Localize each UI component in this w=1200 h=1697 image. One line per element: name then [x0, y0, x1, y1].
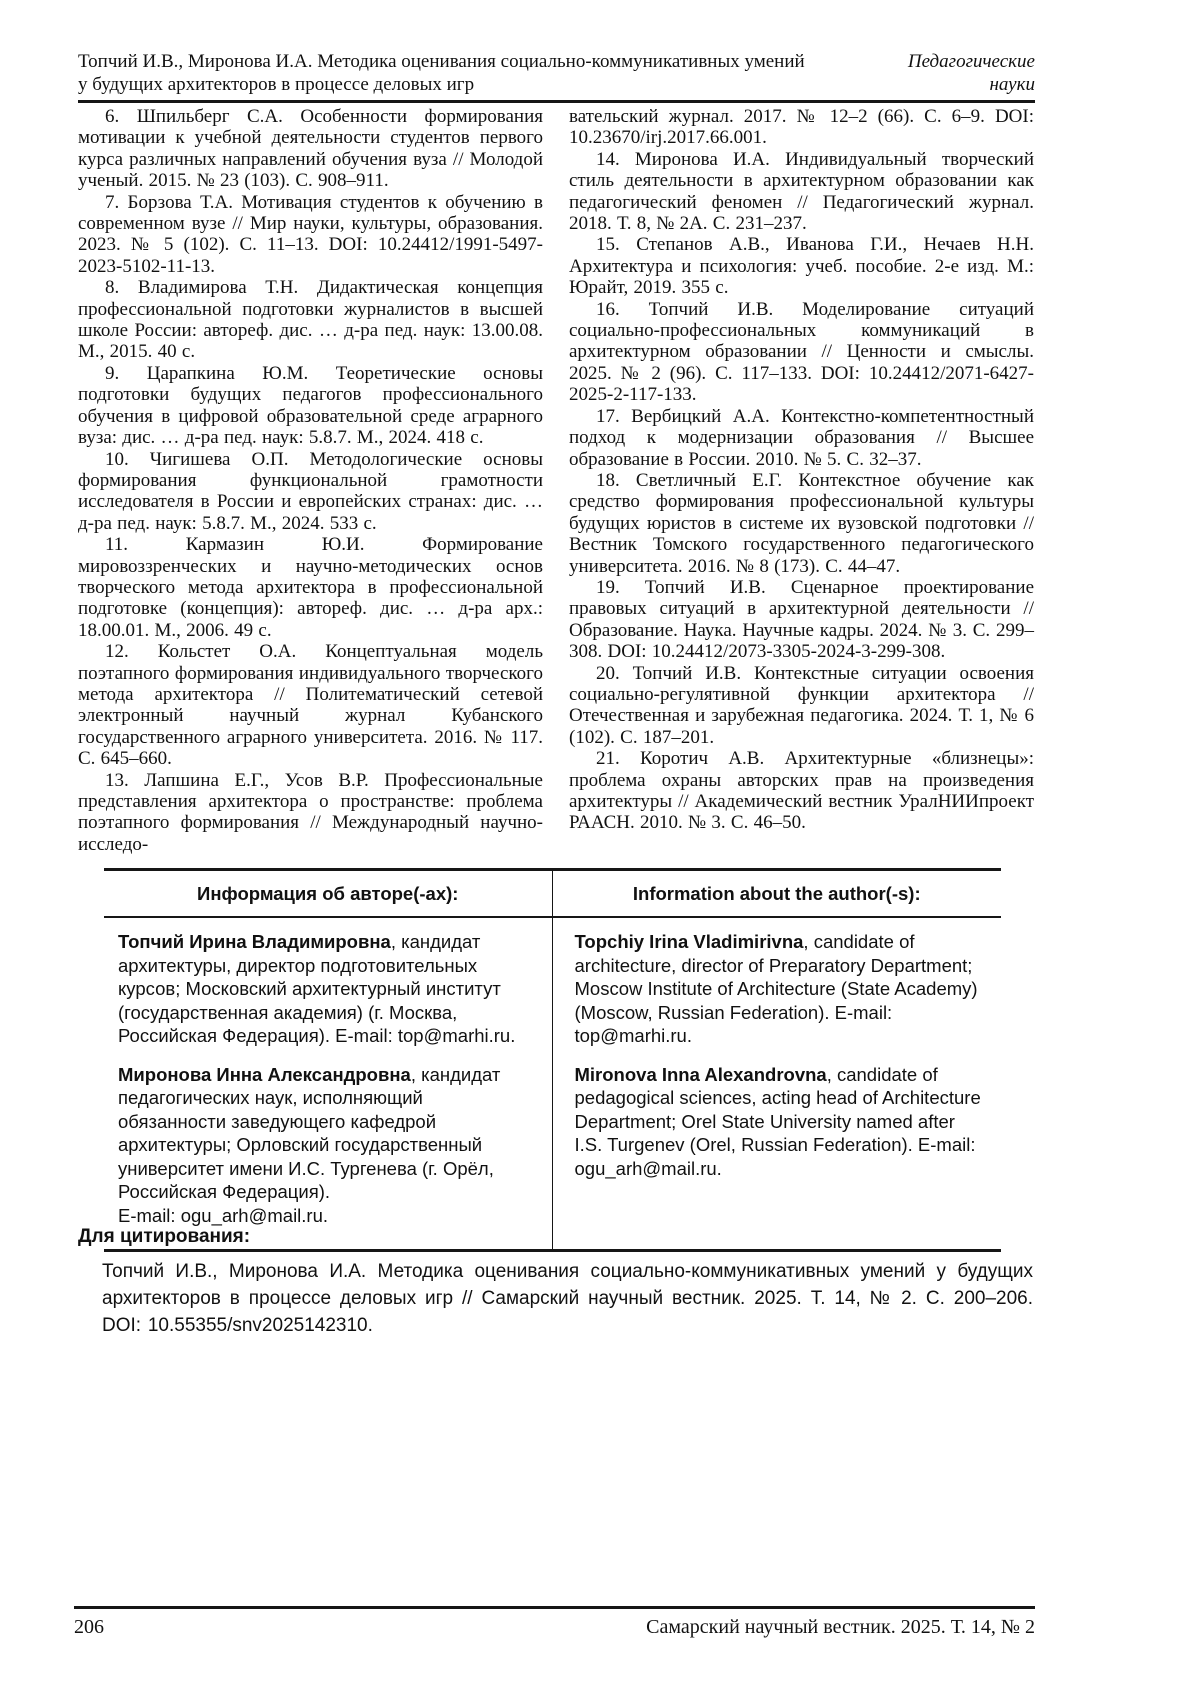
- author-name: Миронова Инна Александровна: [118, 1063, 411, 1085]
- authors-info-table-header: [104, 871, 1001, 918]
- author-entry: [118, 1063, 534, 1228]
- authors-info-table-body: [104, 918, 1001, 1249]
- author-details: , candidate of architecture, director of Preparatory Department; Moscow Institute of Architecture (State Academy) (Moscow, Russian Federation). E-mail: top@marhi.ru.: [574, 931, 978, 1046]
- authors-cell-ru: [104, 918, 553, 1249]
- author-entry: [118, 930, 534, 1048]
- citation-text: Топчий И.В., Миронова И.А. Методика оценивания социально-коммуникативных умений у будущих архитекторов в процессе деловых игр // Самарский научный вестник. 2025. Т. 14, № 2. С. 200–206. DOI: 10.55355/snv2025142310.: [102, 1261, 1033, 1336]
- author-entry: [575, 930, 984, 1048]
- references-column-right: [569, 106, 1034, 855]
- reference-item: 16. Топчий И.В. Моделирование ситуаций социально-профессиональных коммуникаций в архитектурном образовании // Ценности и смыслы. 2025. № 2 (96). С. 117–133. DOI: 10.24412/2071-6427-2025-2-117-133.: [569, 298, 1034, 406]
- references-section: [78, 106, 1035, 855]
- reference-item: 17. Вербицкий А.А. Контекстно-компетентностный подход к модернизации образования // Высшее образование в России. 2010. № 5. С. 32–37.: [569, 405, 1034, 470]
- reference-item: 18. Светличный Е.Г. Контекстное обучение как средство формирования профессиональной культуры будущих юристов в системе их вузовской подготовки // Вестник Томского государственного педагогического университета. 2016. № 8 (173). С. 44–47.: [569, 469, 1034, 577]
- author-details: , candidate of pedagogical sciences, acting head of Architecture Department; Orel State University named after I.S. Turgenev (Orel, Russian Federation). E-mail: ogu_arh@mail.ru.: [574, 1063, 981, 1179]
- journal-title: Самарский научный вестник. 2025. Т. 14, № 2: [646, 1616, 1035, 1638]
- running-head-title: [78, 50, 805, 96]
- author-name: Topchiy Irina Vladimirivna: [574, 931, 804, 952]
- reference-item: 11. Кармазин Ю.И. Формирование мировоззренческих и научно-методических основ творческого метода архитектора в профессиональной подготовке (концепция): автореф. дис. … д-ра арх.: 18.00.01. М., 2006. 49 с.: [78, 534, 543, 641]
- reference-item: 12. Кольстет О.А. Концептуальная модель поэтапного формирования индивидуального творческого метода архитектора // Политематический сетевой электронный научный журнал Кубанского государственного аграрного университета. 2016. № 117. С. 645–660.: [78, 641, 543, 770]
- author-name: Mironova Inna Alexandrovna: [574, 1063, 827, 1085]
- page-footer: [74, 1606, 1035, 1639]
- authors-info-table: [104, 868, 1001, 1252]
- author-details: , кандидат педагогических наук, исполняющий обязанности заведующего кафедрой архитектуры; Орловский государственный университет имени И.С. Тургенева (г. Орёл, Российская Федерация). E-mail: ogu_arh@mail.ru.: [118, 1063, 501, 1226]
- running-head-title-line1: Топчий И.В., Миронова И.А. Методика оценивания социально-коммуникативных умений: [78, 51, 805, 72]
- reference-item: 15. Степанов А.В., Иванова Г.И., Нечаев Н.Н. Архитектура и психология: учеб. пособие. 2-е изд. М.: Юрайт, 2019. 355 с.: [569, 234, 1034, 299]
- author-details: , кандидат архитектуры, директор подготовительных курсов; Московский архитектурный институт (государственная академия) (г. Москва, Российская Федерация). E-mail: top@marhi.ru.: [118, 931, 516, 1046]
- citation-block: [78, 1226, 1033, 1339]
- reference-item: 7. Борзова Т.А. Мотивация студентов к обучению в современном вузе // Мир науки, культуры, образования. 2023. № 5 (102). С. 11–13. DOI: 10.24412/1991-5497-2023-5102-11-13.: [78, 191, 543, 277]
- running-head-section-line2: науки: [989, 74, 1035, 95]
- reference-item: 20. Топчий И.В. Контекстные ситуации освоения социально-регулятивной функции архитектора // Отечественная и зарубежная педагогика. 2024. Т. 1, № 6 (102). С. 187–201.: [569, 662, 1034, 748]
- reference-item: 9. Царапкина Ю.М. Теоретические основы подготовки будущих педагогов профессионального обучения в цифровой образовательной среде аграрного вуза: дис. … д-ра пед. наук: 5.8.7. М., 2024. 418 с.: [78, 362, 543, 449]
- reference-item-continuation: вательский журнал. 2017. № 12–2 (66). С. 6–9. DOI: 10.23670/irj.2017.66.001.: [569, 106, 1034, 149]
- author-name: Топчий Ирина Владимировна: [118, 931, 391, 952]
- reference-item: 6. Шпильберг С.А. Особенности формирования мотивации к учебной деятельности студентов первого курса различных направлений обучения вуза // Молодой ученый. 2015. № 23 (103). С. 908–911.: [78, 106, 543, 192]
- table-header-en: Information about the author(-s):: [632, 883, 921, 904]
- references-column-left: [78, 106, 543, 855]
- reference-item: 13. Лапшина Е.Г., Усов В.Р. Профессиональные представления архитектора о пространстве: проблема поэтапного формирования // Международный научно-исследо-: [78, 769, 543, 855]
- reference-item: 19. Топчий И.В. Сценарное проектирование правовых ситуаций в архитектурной деятельности // Образование. Наука. Научные кадры. 2024. № 3. С. 299–308. DOI: 10.24412/2073-3305-2024-3-299-308.: [569, 576, 1034, 663]
- citation-label: Для цитирования:: [78, 1226, 251, 1247]
- running-head-section: [908, 50, 1035, 96]
- reference-item: 21. Коротич А.В. Архитектурные «близнецы»: проблема охраны авторских прав на произведения архитектуры // Академический вестник УралНИИпроект РААСН. 2010. № 3. С. 46–50.: [569, 748, 1034, 834]
- page-number: 206: [74, 1616, 104, 1638]
- running-head: [78, 50, 1035, 103]
- authors-cell-en: [553, 918, 1002, 1249]
- reference-item: 14. Миронова И.А. Индивидуальный творческий стиль деятельности в архитектурном образовании как педагогический феномен // Педагогический журнал. 2018. Т. 8, № 2А. С. 231–237.: [569, 148, 1034, 235]
- author-entry: [575, 1063, 984, 1181]
- table-header-ru: Информация об авторе(-ах):: [104, 871, 553, 916]
- reference-item: 8. Владимирова Т.Н. Дидактическая концепция профессиональной подготовки журналистов в высшей школе России: автореф. дис. … д-ра пед. наук: 13.00.08. М., 2015. 40 с.: [78, 277, 543, 363]
- reference-item: 10. Чигишева О.П. Методологические основы формирования функциональной грамотности исследователя в России и европейских странах: дис. … д-ра пед. наук: 5.8.7. М., 2024. 533 с.: [78, 448, 543, 534]
- running-head-title-line2: у будущих архитекторов в процессе деловых игр: [78, 74, 475, 95]
- running-head-section-line1: Педагогические: [907, 51, 1035, 72]
